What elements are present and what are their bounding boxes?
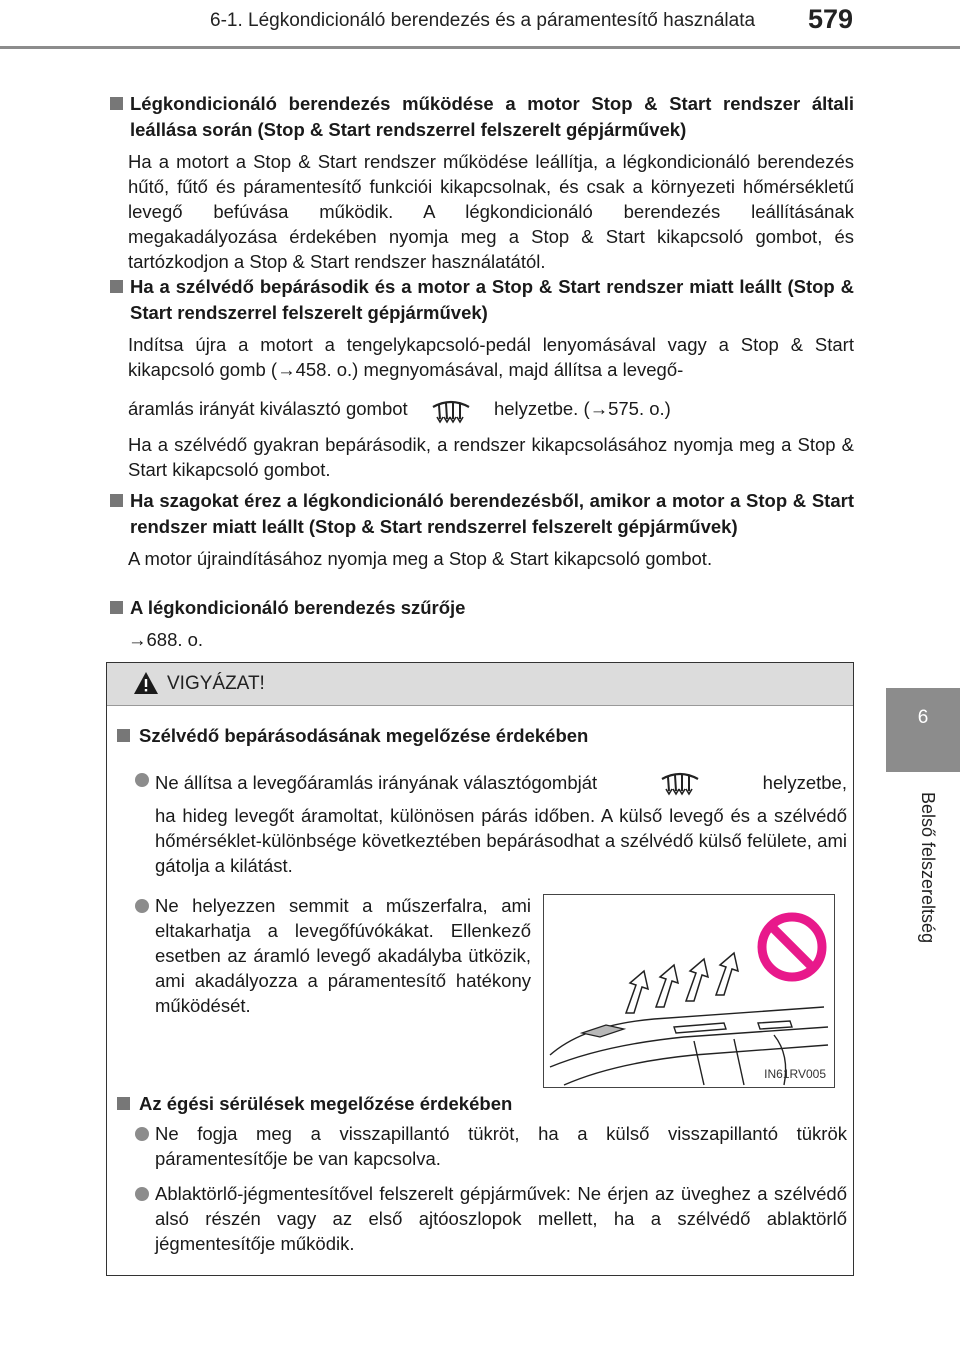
square-bullet-icon [110, 280, 123, 293]
image-code: IN61RV005 [764, 1067, 826, 1081]
section-body: Ha a szélvédő gyakran bepárásodik, a rendszer kikapcsolásához nyomja meg a Stop & Start kikapcsoló gombot. [128, 434, 854, 480]
round-bullet-icon [135, 1187, 149, 1201]
section-filter [106, 595, 854, 652]
section-body: Indítsa újra a motort a tengelykapcsoló-pedál lenyomásával vagy a Stop & Start kikapcsoló gomb (→458. o.) megnyomásával, majd állítsa a levegő- [128, 334, 854, 380]
round-bullet-icon [135, 773, 149, 787]
warning-title: VIGYÁZAT! [167, 673, 265, 694]
section-title: Ha szagokat érez a légkondicionáló berendezésből, amikor a motor a Stop & Start rendszer miatt leállt (Stop & Start rendszerrel felszerelt gépjárművek) [106, 488, 854, 540]
square-bullet-icon [117, 1097, 130, 1110]
header-divider [0, 46, 960, 49]
warning-bullet: Ne fogja meg a visszapillantó tükröt, ha a külső visszapillantó tükrök páramentesítője be van kapcsolva. [133, 1121, 847, 1171]
section-stop-start-ac [106, 91, 854, 274]
warning-bullet: Ablaktörlő-jégmentesítővel felszerelt gépjárművek: Ne érjen az üveghez a szélvédő alsó részén vagy az első ajtóoszlopok mellett, ha a szélvédő ablaktörlő jégmentesítője működik. [133, 1181, 847, 1256]
section-windshield-fog [106, 274, 854, 482]
section-body: →688. o. [128, 629, 204, 650]
dashboard-vent-drawing [544, 895, 834, 1087]
dashboard-illustration [543, 894, 835, 1088]
chapter-label: Belső felszereltség [918, 792, 938, 944]
square-bullet-icon [117, 729, 130, 742]
square-bullet-icon [110, 601, 123, 614]
chapter-tab: 6 [886, 688, 960, 772]
warning-subheading: Az égési sérülések megelőzése érdekében [117, 1091, 869, 1117]
square-bullet-icon [110, 494, 123, 507]
section-title: Légkondicionáló berendezés működése a motor Stop & Start rendszer általi leállása során (Stop & Start rendszerrel felszerelt gépjárművek) [106, 91, 854, 143]
warning-triangle-icon [133, 671, 159, 695]
warning-box [106, 662, 854, 1276]
windshield-defog-icon [658, 767, 702, 797]
windshield-defog-icon [429, 395, 473, 425]
warning-subheading: Szélvédő bepárásodásának megelőzése érdekében [117, 723, 869, 749]
square-bullet-icon [110, 97, 123, 110]
header-title: 6-1. Légkondicionáló berendezés és a páramentesítő használata [210, 10, 756, 31]
round-bullet-icon [135, 1127, 149, 1141]
section-title: A légkondicionáló berendezés szűrője [106, 595, 854, 621]
warning-bullet: Ne állítsa a levegőáramlás irányának választógombját helyzetbe, ha hideg levegőt áramoltat, különösen párás időben. A külső levegő és a szélvédő hőmérséklet-különbsége következtében bepárásodhat a szélvédő külső felülete, ami gátolja a kilátást. [133, 767, 847, 878]
warning-bullet: Ne helyezzen semmit a műszerfalra, ami eltakarhatja a levegőfúvókákat. Ellenkező esetben az áramló levegő akadályba ütközik, ami akadályozza a páramentesítő hatékony működését. [133, 893, 531, 1018]
round-bullet-icon [135, 899, 149, 913]
section-body: Ha a motort a Stop & Start rendszer működése leállítja, a légkondicionáló berendezés hűtő, fűtő és páramentesítő funkciói kikapcsolnak, és csak a környezeti hőmérsékletű levegő befúvása működik. A légkondicionáló berendezés leállításának megakadályozása érdekében nyomja meg a Stop & Start kikapcsoló gombot, és tartózkodjon a Stop & Start rendszer használatától. [128, 151, 854, 272]
section-odor [106, 488, 854, 571]
section-body: A motor újraindításához nyomja meg a Stop & Start kikapcsoló gombot. [128, 548, 713, 569]
section-body-with-icon: áramlás irányát kiválasztó gombot helyzetbe. (→575. o.) [106, 392, 854, 426]
section-title: Ha a szélvédő bepárásodik és a motor a Stop & Start rendszer miatt leállt (Stop & Start rendszerrel felszerelt gépjárművek) [106, 274, 854, 326]
page-number: 579 [808, 4, 854, 34]
warning-header [107, 663, 853, 706]
